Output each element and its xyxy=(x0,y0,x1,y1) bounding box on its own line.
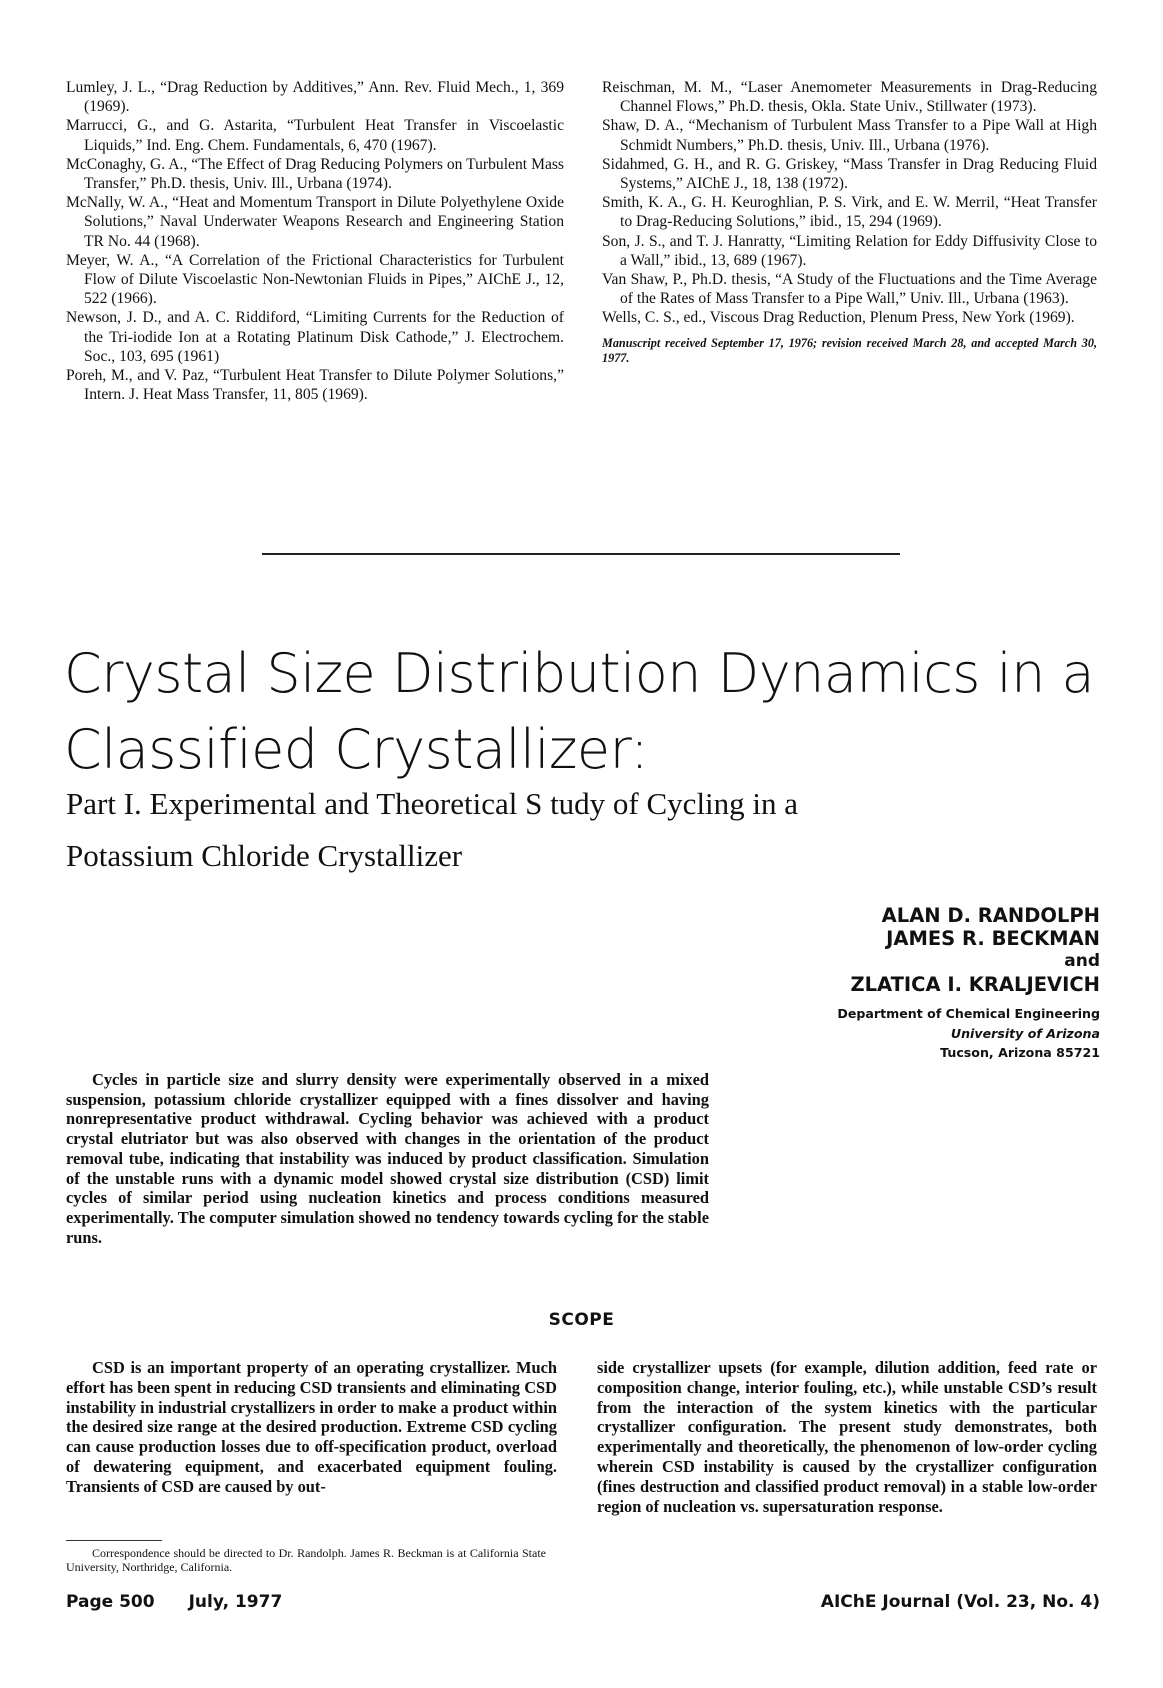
footnote: Correspondence should be directed to Dr. Randolph. James R. Beckman is at California State University, Northridge, California. xyxy=(66,1546,546,1574)
reference-item: Lumley, J. L., “Drag Reduction by Additives,” Ann. Rev. Fluid Mech., 1, 369 (1969). xyxy=(66,79,564,116)
reference-item: Son, J. S., and T. J. Hanratty, “Limiting Relation for Eddy Diffusivity Close to a Wall,” ibid., 13, 689 (1967). xyxy=(602,232,1097,269)
author-name: ALAN D. RANDOLPH xyxy=(881,904,1100,927)
author-list xyxy=(850,904,1100,996)
author-name: ZLATICA I. KRALJEVICH xyxy=(850,973,1100,996)
reference-item: Wells, C. S., ed., Viscous Drag Reduction, Plenum Press, New York (1969). xyxy=(602,309,1075,327)
reference-item: McConaghy, G. A., “The Effect of Drag Reducing Polymers on Turbulent Mass Transfer,” Ph.D. thesis, Univ. Ill., Urbana (1974). xyxy=(66,155,564,193)
abstract: Cycles in particle size and slurry density were experimentally observed in a mixed suspension, potassium chloride crystallizer equipped with a fines dissolver and having nonrepresentative product withdrawal. Cycling behavior was achieved with a product crystal elutriator but was also observed with changes in the orientation of the product removal tube, indicating that instability was induced by product classification. Simulation of the unstable runs with a dynamic model showed crystal size distribution (CSD) limit cycles of similar period using nucleation kinetics and process conditions measured experimentally. The computer simulation showed no tendency towards cycling for the stable runs. xyxy=(66,1070,709,1247)
article-subtitle xyxy=(66,778,798,882)
affiliation-university: University of Arizona xyxy=(950,1025,1100,1041)
references-right-column xyxy=(602,78,1097,366)
reference-item: Van Shaw, P., Ph.D. thesis, “A Study of the Fluctuations and the Time Average of the Rates of Mass Transfer to a Pipe Wall,” Univ. Ill., Urbana (1963). xyxy=(602,271,1097,308)
reference-item: Newson, J. D., and A. C. Riddiford, “Limiting Currents for the Reduction of the Tri-iodide Ion at a Rotating Platinum Disk Cathode,” J. Electrochem. Soc., 103, 695 (1961) xyxy=(66,309,564,365)
scope-text-right: side crystallizer upsets (for example, dilution addition, feed rate or composition change, interior fouling, etc.), while unstable CSD’s result from the interaction of the system kinetics with the particular crystallizer configuration. The present study demonstrates, both experimentally and theoretically, the phenomenon of low-order cycling wherein CSD instability is caused by the crystallizer configuration (fines destruction and classified product removal) in a stable low-order region of nucleation vs. supersaturation response. xyxy=(597,1358,1097,1516)
references-left-column xyxy=(66,78,564,404)
manuscript-received-note: Manuscript received September 17, 1976; revision received March 28, and accepted March 30, 1977. xyxy=(602,335,1097,365)
author-name: JAMES R. BECKMAN xyxy=(886,927,1100,950)
scope-text-left: CSD is an important property of an operating crystallizer. Much effort has been spent in reducing CSD transients and eliminating CSD instability in industrial crystallizers in order to make a product within the desired size range at the desired production. Extreme CSD cycling can cause production losses due to off-specification product, overload of dewatering equipment, and exacerbated equipment fouling. Transients of CSD are caused by out- xyxy=(66,1358,557,1496)
section-divider xyxy=(262,553,900,555)
reference-item: Poreh, M., and V. Paz, “Turbulent Heat Transfer to Dilute Polymer Solutions,” Intern. J. Heat Mass Transfer, 11, 805 (1969). xyxy=(66,367,564,404)
reference-item: Meyer, W. A., “A Correlation of the Frictional Characteristics for Turbulent Flow of Dilute Viscoelastic Non-Newtonian Fluids in Pipes,” AIChE J., 12, 522 (1966). xyxy=(66,251,564,308)
title-line-1: Crystal Size Distribution Dynamics in a xyxy=(64,642,1095,705)
reference-item: Marrucci, G., and G. Astarita, “Turbulent Heat Transfer in Viscoelastic Liquids,” Ind. Eng. Chem. Fundamentals, 6, 470 (1967). xyxy=(66,117,564,154)
page-number: Page 500 xyxy=(66,1592,155,1612)
affiliation xyxy=(837,1004,1100,1063)
page-footer-left xyxy=(66,1592,282,1612)
article-title xyxy=(64,636,1094,788)
title-line-2: Classified Crystallizer: xyxy=(64,718,649,781)
reference-item: Reischman, M. M., “Laser Anemometer Measurements in Drag-Reducing Channel Flows,” Ph.D. thesis, Okla. State Univ., Stillwater (1973). xyxy=(602,79,1097,116)
subtitle-line-2: Potassium Chloride Crystallizer xyxy=(66,838,463,873)
affiliation-city: Tucson, Arizona 85721 xyxy=(940,1045,1100,1060)
subtitle-line-1: Part I. Experimental and Theoretical S tudy of Cycling in a xyxy=(66,786,799,821)
reference-item: Shaw, D. A., “Mechanism of Turbulent Mass Transfer to a Pipe Wall at High Schmidt Numbers,” Ph.D. thesis, Univ. Ill., Urbana (1976). xyxy=(602,117,1097,154)
reference-item: Smith, K. A., G. H. Keuroghlian, P. S. Virk, and E. W. Merril, “Heat Transfer to Drag-Reducing Solutions,” ibid., 15, 294 (1969). xyxy=(602,194,1097,231)
affiliation-department: Department of Chemical Engineering xyxy=(837,1006,1100,1021)
journal-citation: AIChE Journal (Vol. 23, No. 4) xyxy=(820,1592,1100,1612)
reference-item: Sidahmed, G. H., and R. G. Griskey, “Mass Transfer in Drag Reducing Fluid Systems,” AIChE J., 18, 138 (1972). xyxy=(602,155,1097,193)
scope-heading: SCOPE xyxy=(548,1310,615,1330)
reference-item: McNally, W. A., “Heat and Momentum Transport in Dilute Polyethylene Oxide Solutions,” Naval Underwater Weapons Research and Engineering Station TR No. 44 (1968). xyxy=(66,194,564,250)
issue-date: July, 1977 xyxy=(188,1592,283,1612)
footnote-rule xyxy=(66,1540,162,1541)
author-conjunction: and xyxy=(1064,951,1100,971)
